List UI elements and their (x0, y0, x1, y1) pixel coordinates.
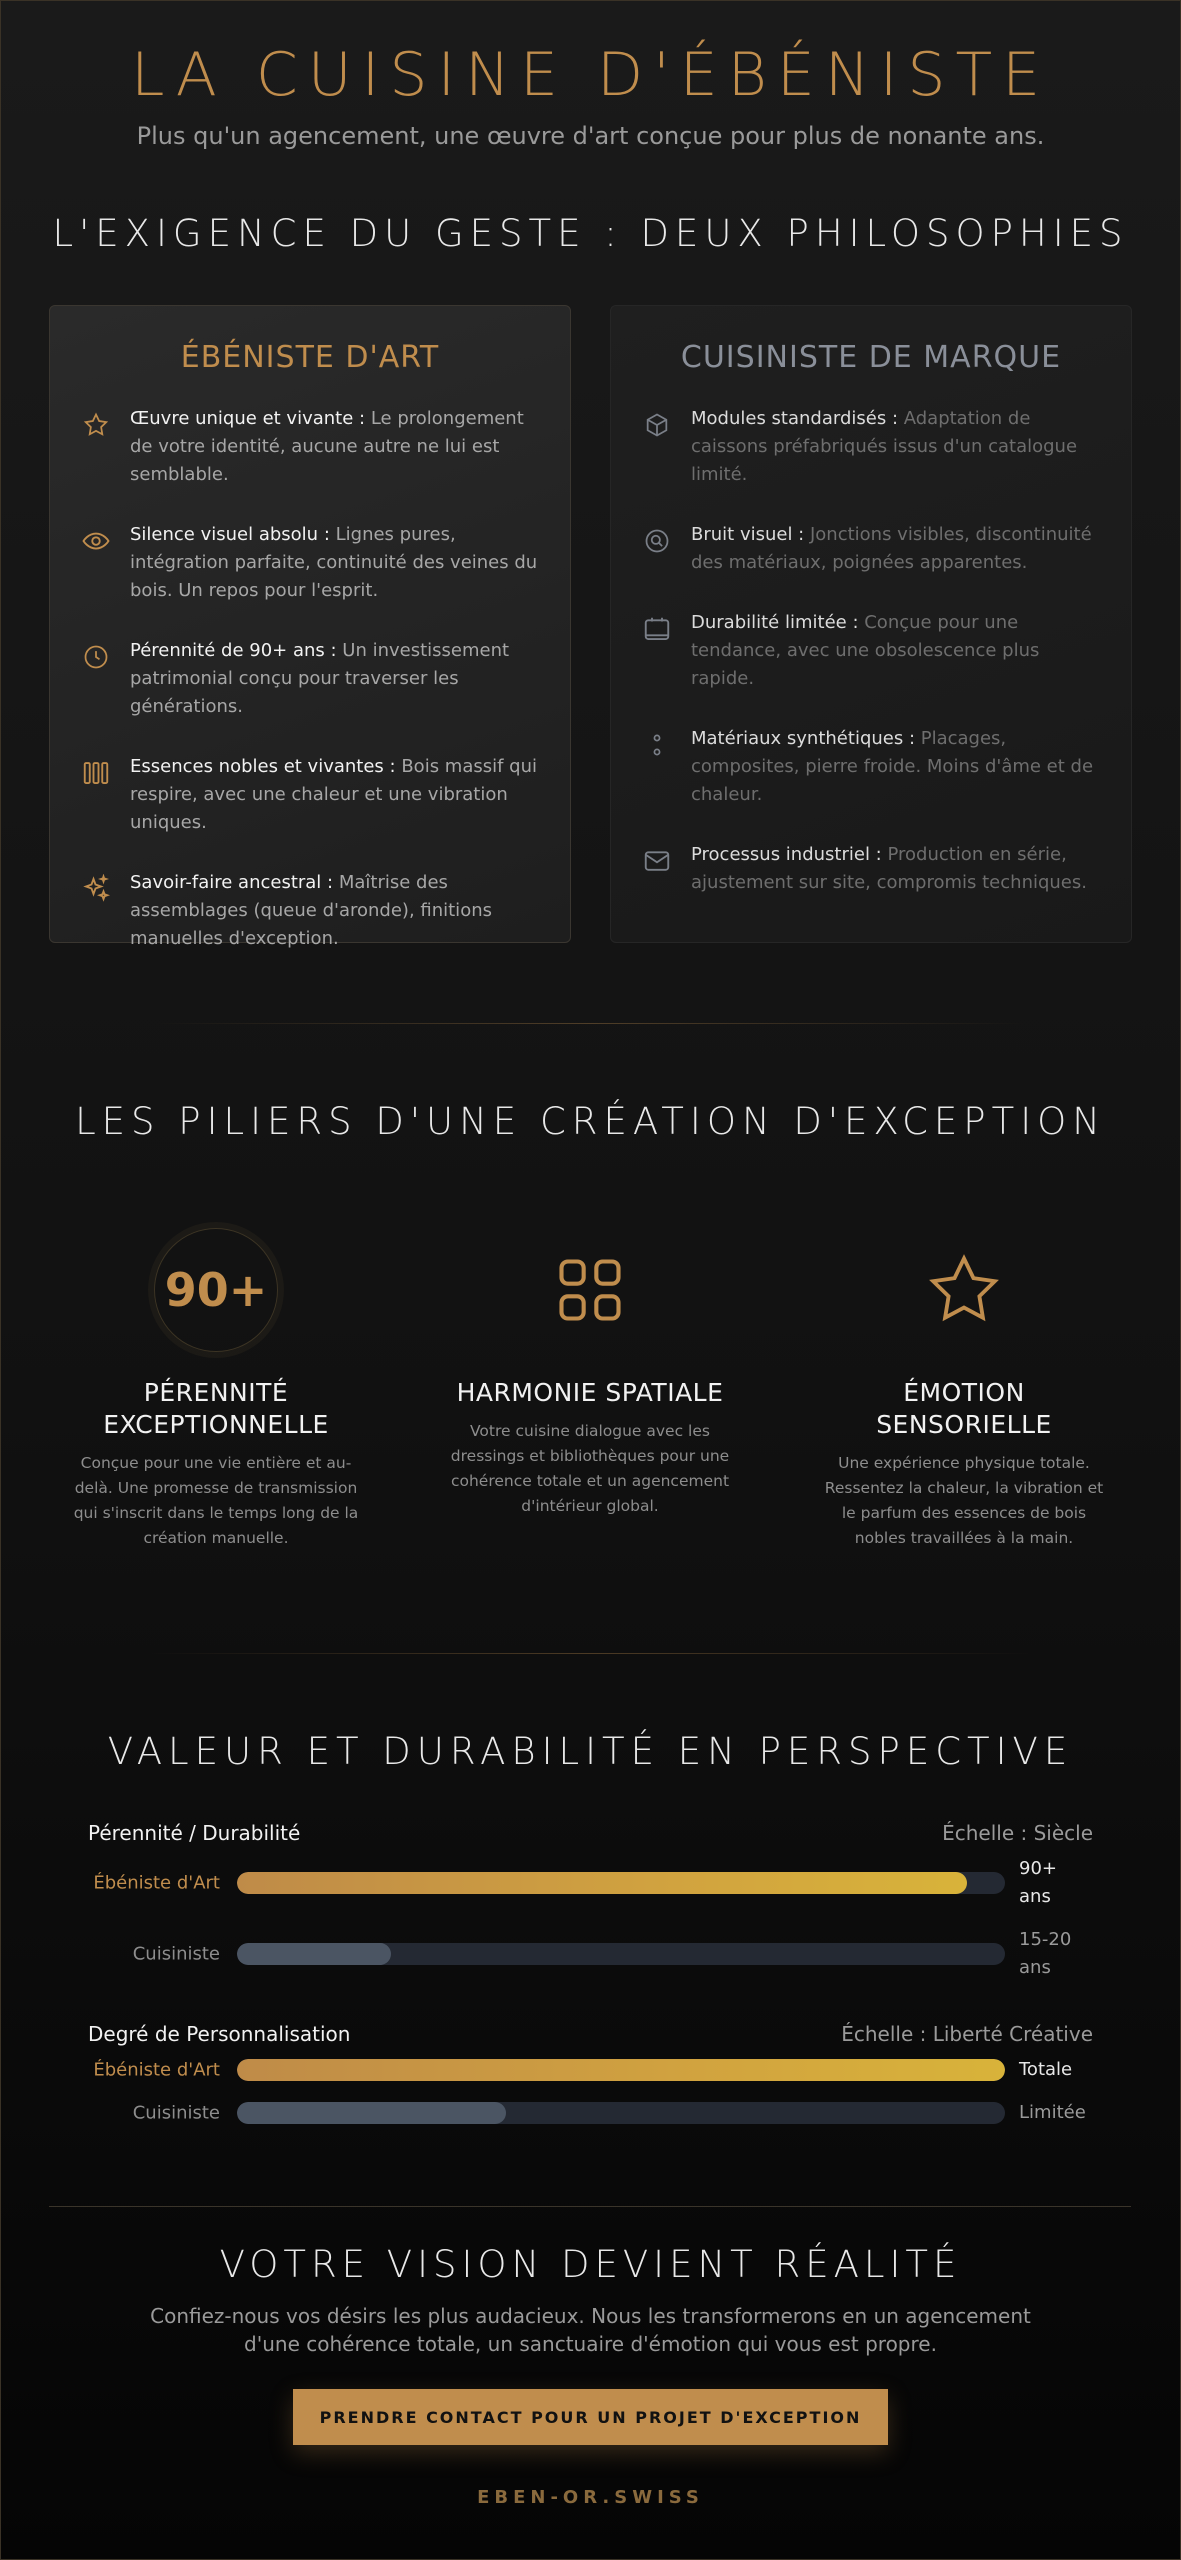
feature-text: Jonctions visibles, discontinuité des matériaux, poignées apparentes. (691, 524, 1092, 573)
footer-brand[interactable]: EBEN-OR.SWISS (477, 2487, 704, 2508)
bar-label: Ébéniste d'Art (93, 2059, 220, 2081)
bar-label: Cuisiniste (132, 1943, 220, 1965)
envelope-icon (641, 845, 673, 877)
bar-label: Ébéniste d'Art (93, 1872, 220, 1894)
bar-track (237, 2059, 1005, 2081)
feature-key: Modules standardisés : (691, 408, 899, 429)
metric-header (88, 2022, 1093, 2046)
bar-value: 15-20 ans (1019, 1929, 1072, 1978)
bar-row (88, 1929, 1093, 1978)
list-item (641, 609, 1101, 693)
bar-row (88, 1858, 1093, 1907)
page-title: LA CUISINE D'ÉBÉNISTE (130, 40, 1051, 110)
pillar-title: HARMONIE SPATIALE (456, 1378, 724, 1407)
feature-key: Processus industriel : (691, 844, 882, 865)
feature-text: Bois massif qui respire, avec une chaleur et une vibration uniques. (130, 756, 538, 833)
bar-value: 90+ ans (1019, 1858, 1057, 1907)
pillar-text: Votre cuisine dialogue avec les dressings et bibliothèques pour une cohérence totale et un agencement d'intérieur global. (450, 1422, 730, 1515)
card-ebeniste-art (49, 305, 571, 949)
pillar-harmonie (440, 1225, 740, 1519)
contact-button[interactable]: PRENDRE CONTACT POUR UN PROJET D'EXCEPTION (293, 2389, 888, 2445)
list-item (80, 869, 540, 953)
calendar-icon (641, 613, 673, 645)
pillar-text: Conçue pour une vie entière et au-delà. Une promesse de transmission qui s'inscrit dans le temps long de la création manuelle. (73, 1454, 359, 1547)
section-divider (150, 1653, 1031, 1654)
bar-track (237, 2102, 1005, 2124)
feature-text: Adaptation de caissons préfabriqués issus d'un catalogue limité. (691, 408, 1078, 485)
star-outline-icon (814, 1225, 1114, 1355)
bar-fill (237, 2059, 1005, 2081)
feature-text: Un investissement patrimonial conçu pour traverser les générations. (130, 640, 510, 717)
bar-label: Cuisiniste (132, 2102, 220, 2124)
pillar-title: ÉMOTION SENSORIELLE (876, 1378, 1052, 1439)
value-heading: VALEUR ET DURABILITÉ EN PERSPECTIVE (107, 1730, 1074, 1773)
bar-value: Limitée (1019, 2102, 1086, 2123)
list-item (80, 521, 540, 605)
metric-header (88, 1821, 1093, 1845)
card-cuisiniste-marque (610, 305, 1132, 943)
pillar-title: PÉRENNITÉ EXCEPTIONNELLE (103, 1378, 329, 1439)
metric-label: Pérennité / Durabilité (88, 1821, 301, 1845)
list-item (641, 841, 1101, 897)
feature-text: Placages, composites, pierre froide. Moins d'âme et de chaleur. (691, 728, 1094, 805)
badge-90-ring (154, 1228, 278, 1352)
list-item (80, 637, 540, 721)
wood-planks-icon (80, 757, 112, 789)
bar-fill (237, 1943, 391, 1965)
grid-icon (440, 1225, 740, 1355)
metric-scale: Échelle : Liberté Créative (841, 2022, 1093, 2046)
feature-key: Savoir-faire ancestral : (130, 872, 334, 893)
pillars-heading: LES PILIERS D'UNE CRÉATION D'EXCEPTION (75, 1100, 1106, 1143)
list-item (641, 521, 1101, 577)
feature-key: Œuvre unique et vivante : (130, 408, 366, 429)
list-item (80, 405, 540, 489)
feature-key: Bruit visuel : (691, 524, 805, 545)
bar-row (88, 2098, 1093, 2128)
star-icon (80, 409, 112, 441)
sparkles-icon (80, 873, 112, 905)
philosophies-heading: L'EXIGENCE DU GESTE : DEUX PHILOSOPHIES (52, 212, 1129, 255)
section-divider (49, 2206, 1131, 2207)
cta-text: Confiez-nous vos désirs les plus audacieux. Nous les transformerons en un agencement d'une cohérence totale, un sanctuaire d'émotion qui vous est propre. (150, 2304, 1031, 2356)
feature-key: Matériaux synthétiques : (691, 728, 916, 749)
badge-90: 90+ (164, 1263, 268, 1317)
list-item (80, 753, 540, 837)
card-title: CUISINISTE DE MARQUE (680, 340, 1062, 375)
metric-scale: Échelle : Siècle (942, 1821, 1093, 1845)
bar-track (237, 1872, 1005, 1894)
cta-title: VOTRE VISION DEVIENT RÉALITÉ (219, 2243, 962, 2286)
page-subtitle: Plus qu'un agencement, une œuvre d'art conçue pour plus de nonante ans. (136, 122, 1045, 150)
feature-key: Durabilité limitée : (691, 612, 859, 633)
feature-text: Le prolongement de votre identité, aucune autre ne lui est semblable. (130, 408, 524, 485)
feature-text: Production en série, ajustement sur site, compromis techniques. (691, 844, 1087, 893)
dots-icon (641, 729, 673, 761)
bar-fill (237, 1872, 967, 1894)
bar-value: Totale (1019, 2059, 1073, 2080)
bar-fill (237, 2102, 506, 2124)
feature-key: Pérennité de 90+ ans : (130, 640, 337, 661)
section-divider (150, 1023, 1031, 1024)
list-item (641, 725, 1101, 809)
feature-text: Lignes pures, intégration parfaite, continuité des veines du bois. Un repos pour l'esprit. (130, 524, 538, 601)
bar-track (237, 1943, 1005, 1965)
cube-icon (641, 409, 673, 441)
bar-row (88, 2055, 1093, 2085)
search-icon (641, 525, 673, 557)
pillar-perennite (66, 1225, 366, 1551)
eye-icon (80, 525, 112, 557)
pillar-text: Une expérience physique totale. Ressentez la chaleur, la vibration et le parfum des essences de bois nobles travaillées à la main. (824, 1454, 1104, 1547)
feature-key: Essences nobles et vivantes : (130, 756, 396, 777)
card-title: ÉBÉNISTE D'ART (180, 340, 440, 375)
pillar-emotion (814, 1225, 1114, 1551)
metric-label: Degré de Personnalisation (88, 2022, 351, 2046)
feature-key: Silence visuel absolu : (130, 524, 330, 545)
list-item (641, 405, 1101, 489)
feature-text: Maîtrise des assemblages (queue d'aronde), finitions manuelles d'exception. (130, 872, 492, 949)
clock-icon (80, 641, 112, 673)
feature-text: Conçue pour une tendance, avec une obsolescence plus rapide. (691, 612, 1040, 689)
